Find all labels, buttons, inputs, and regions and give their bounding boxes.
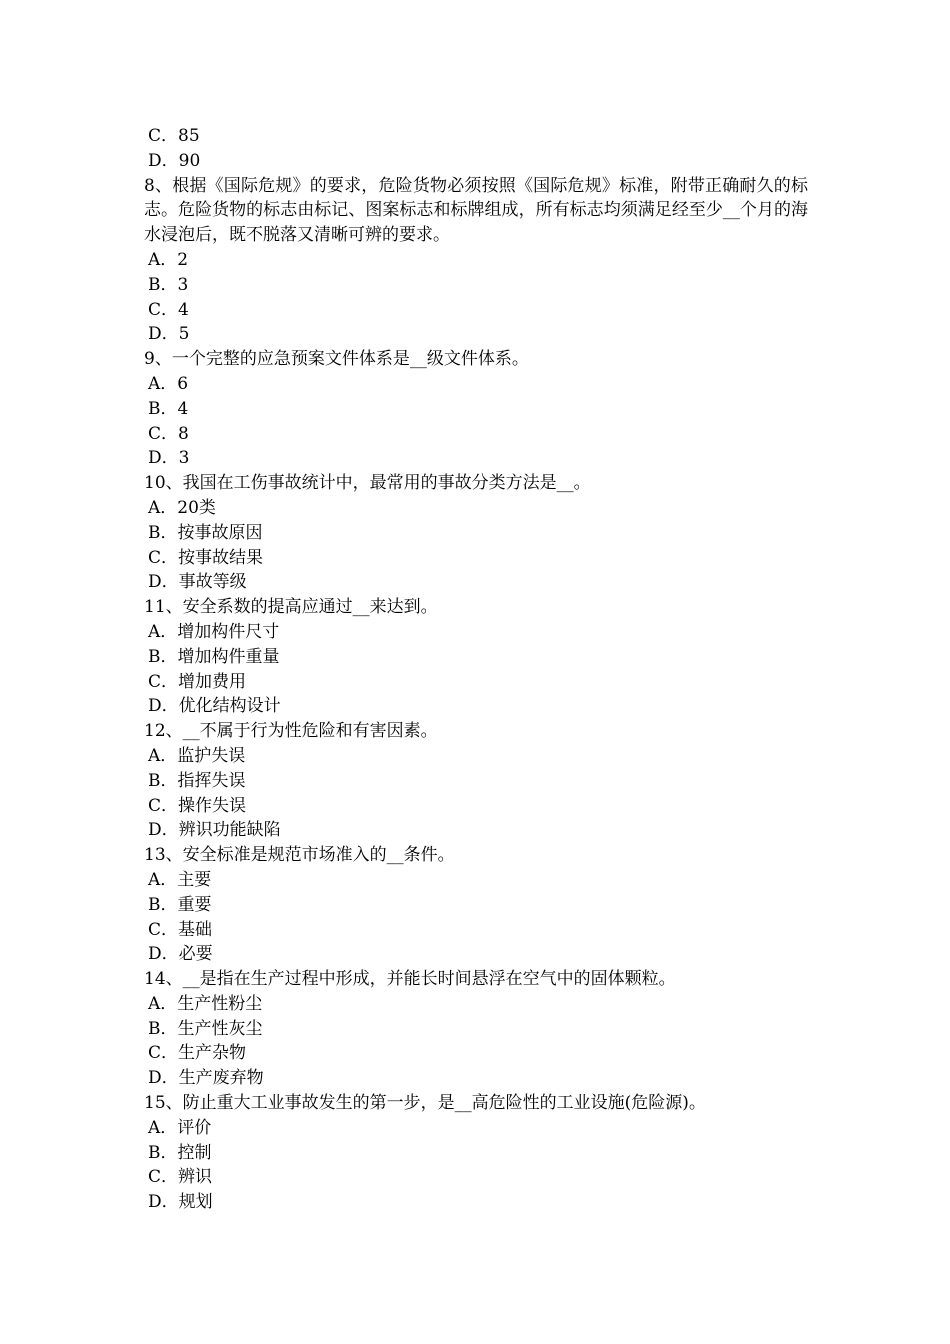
option-item: C．增加费用 bbox=[148, 671, 247, 692]
option-item: A．6 bbox=[148, 373, 189, 394]
option-item: B．按事故原因 bbox=[148, 522, 263, 543]
option-item: A．评价 bbox=[148, 1117, 212, 1138]
option-item: B．4 bbox=[148, 398, 189, 419]
option-item: D．5 bbox=[148, 324, 190, 345]
option-item: A．生产性粉尘 bbox=[148, 993, 263, 1014]
question-text: 8、根据《国际危规》的要求，危险货物必须按照《国际危规》标准，附带正确耐久的标志。危险货物的标志由标记、图案标志和标牌组成，所有标志均须满足经至少__个月的海水浸泡后，既不脱落又清晰可辨的要求。 bbox=[144, 175, 808, 246]
option-item: B．重要 bbox=[148, 894, 212, 915]
option-item: D．必要 bbox=[148, 944, 213, 965]
option-item: C．操作失误 bbox=[148, 795, 247, 816]
option-item: C．4 bbox=[148, 299, 189, 320]
option-item: B．生产性灰尘 bbox=[148, 1018, 263, 1039]
option-item: A．监护失误 bbox=[148, 745, 246, 766]
option-item: D．90 bbox=[148, 150, 201, 171]
question-text: 15、防止重大工业事故发生的第一步，是__高危险性的工业设施(危险源)。 bbox=[144, 1093, 706, 1114]
option-item: D．3 bbox=[148, 448, 190, 469]
option-item: D．优化结构设计 bbox=[148, 696, 281, 717]
option-item: C．基础 bbox=[148, 919, 213, 940]
option-item: C．生产杂物 bbox=[148, 1043, 247, 1064]
document-page bbox=[144, 124, 812, 1215]
option-item: D．生产废弃物 bbox=[148, 1068, 264, 1089]
option-item: C．85 bbox=[148, 126, 200, 146]
option-item: D．事故等级 bbox=[148, 572, 247, 593]
option-item: A．20类 bbox=[148, 497, 216, 518]
option-item: B．增加构件重量 bbox=[148, 646, 280, 667]
question-text: 10、我国在工伤事故统计中，最常用的事故分类方法是__。 bbox=[144, 473, 591, 494]
question-text: 11、安全系数的提高应通过__来达到。 bbox=[144, 597, 438, 618]
option-item: A．2 bbox=[148, 249, 189, 270]
question-text: 14、__是指在生产过程中形成，并能长时间悬浮在空气中的固体颗粒。 bbox=[144, 969, 676, 990]
option-item: B．指挥失误 bbox=[148, 770, 246, 791]
option-item: A．增加构件尺寸 bbox=[148, 621, 280, 642]
option-item: A．主要 bbox=[148, 869, 212, 890]
question-text: 12、__不属于行为性危险和有害因素。 bbox=[144, 721, 438, 742]
option-item: D．规划 bbox=[148, 1192, 213, 1213]
question-text: 9、一个完整的应急预案文件体系是__级文件体系。 bbox=[144, 349, 529, 370]
option-item: D．辨识功能缺陷 bbox=[148, 820, 281, 841]
question-text: 13、安全标准是规范市场准入的__条件。 bbox=[144, 845, 455, 866]
option-item: C．8 bbox=[148, 423, 189, 444]
option-item: B．3 bbox=[148, 274, 189, 295]
option-item: B．控制 bbox=[148, 1142, 212, 1163]
option-item: C．按事故结果 bbox=[148, 547, 264, 568]
option-item: C．辨识 bbox=[148, 1167, 213, 1188]
